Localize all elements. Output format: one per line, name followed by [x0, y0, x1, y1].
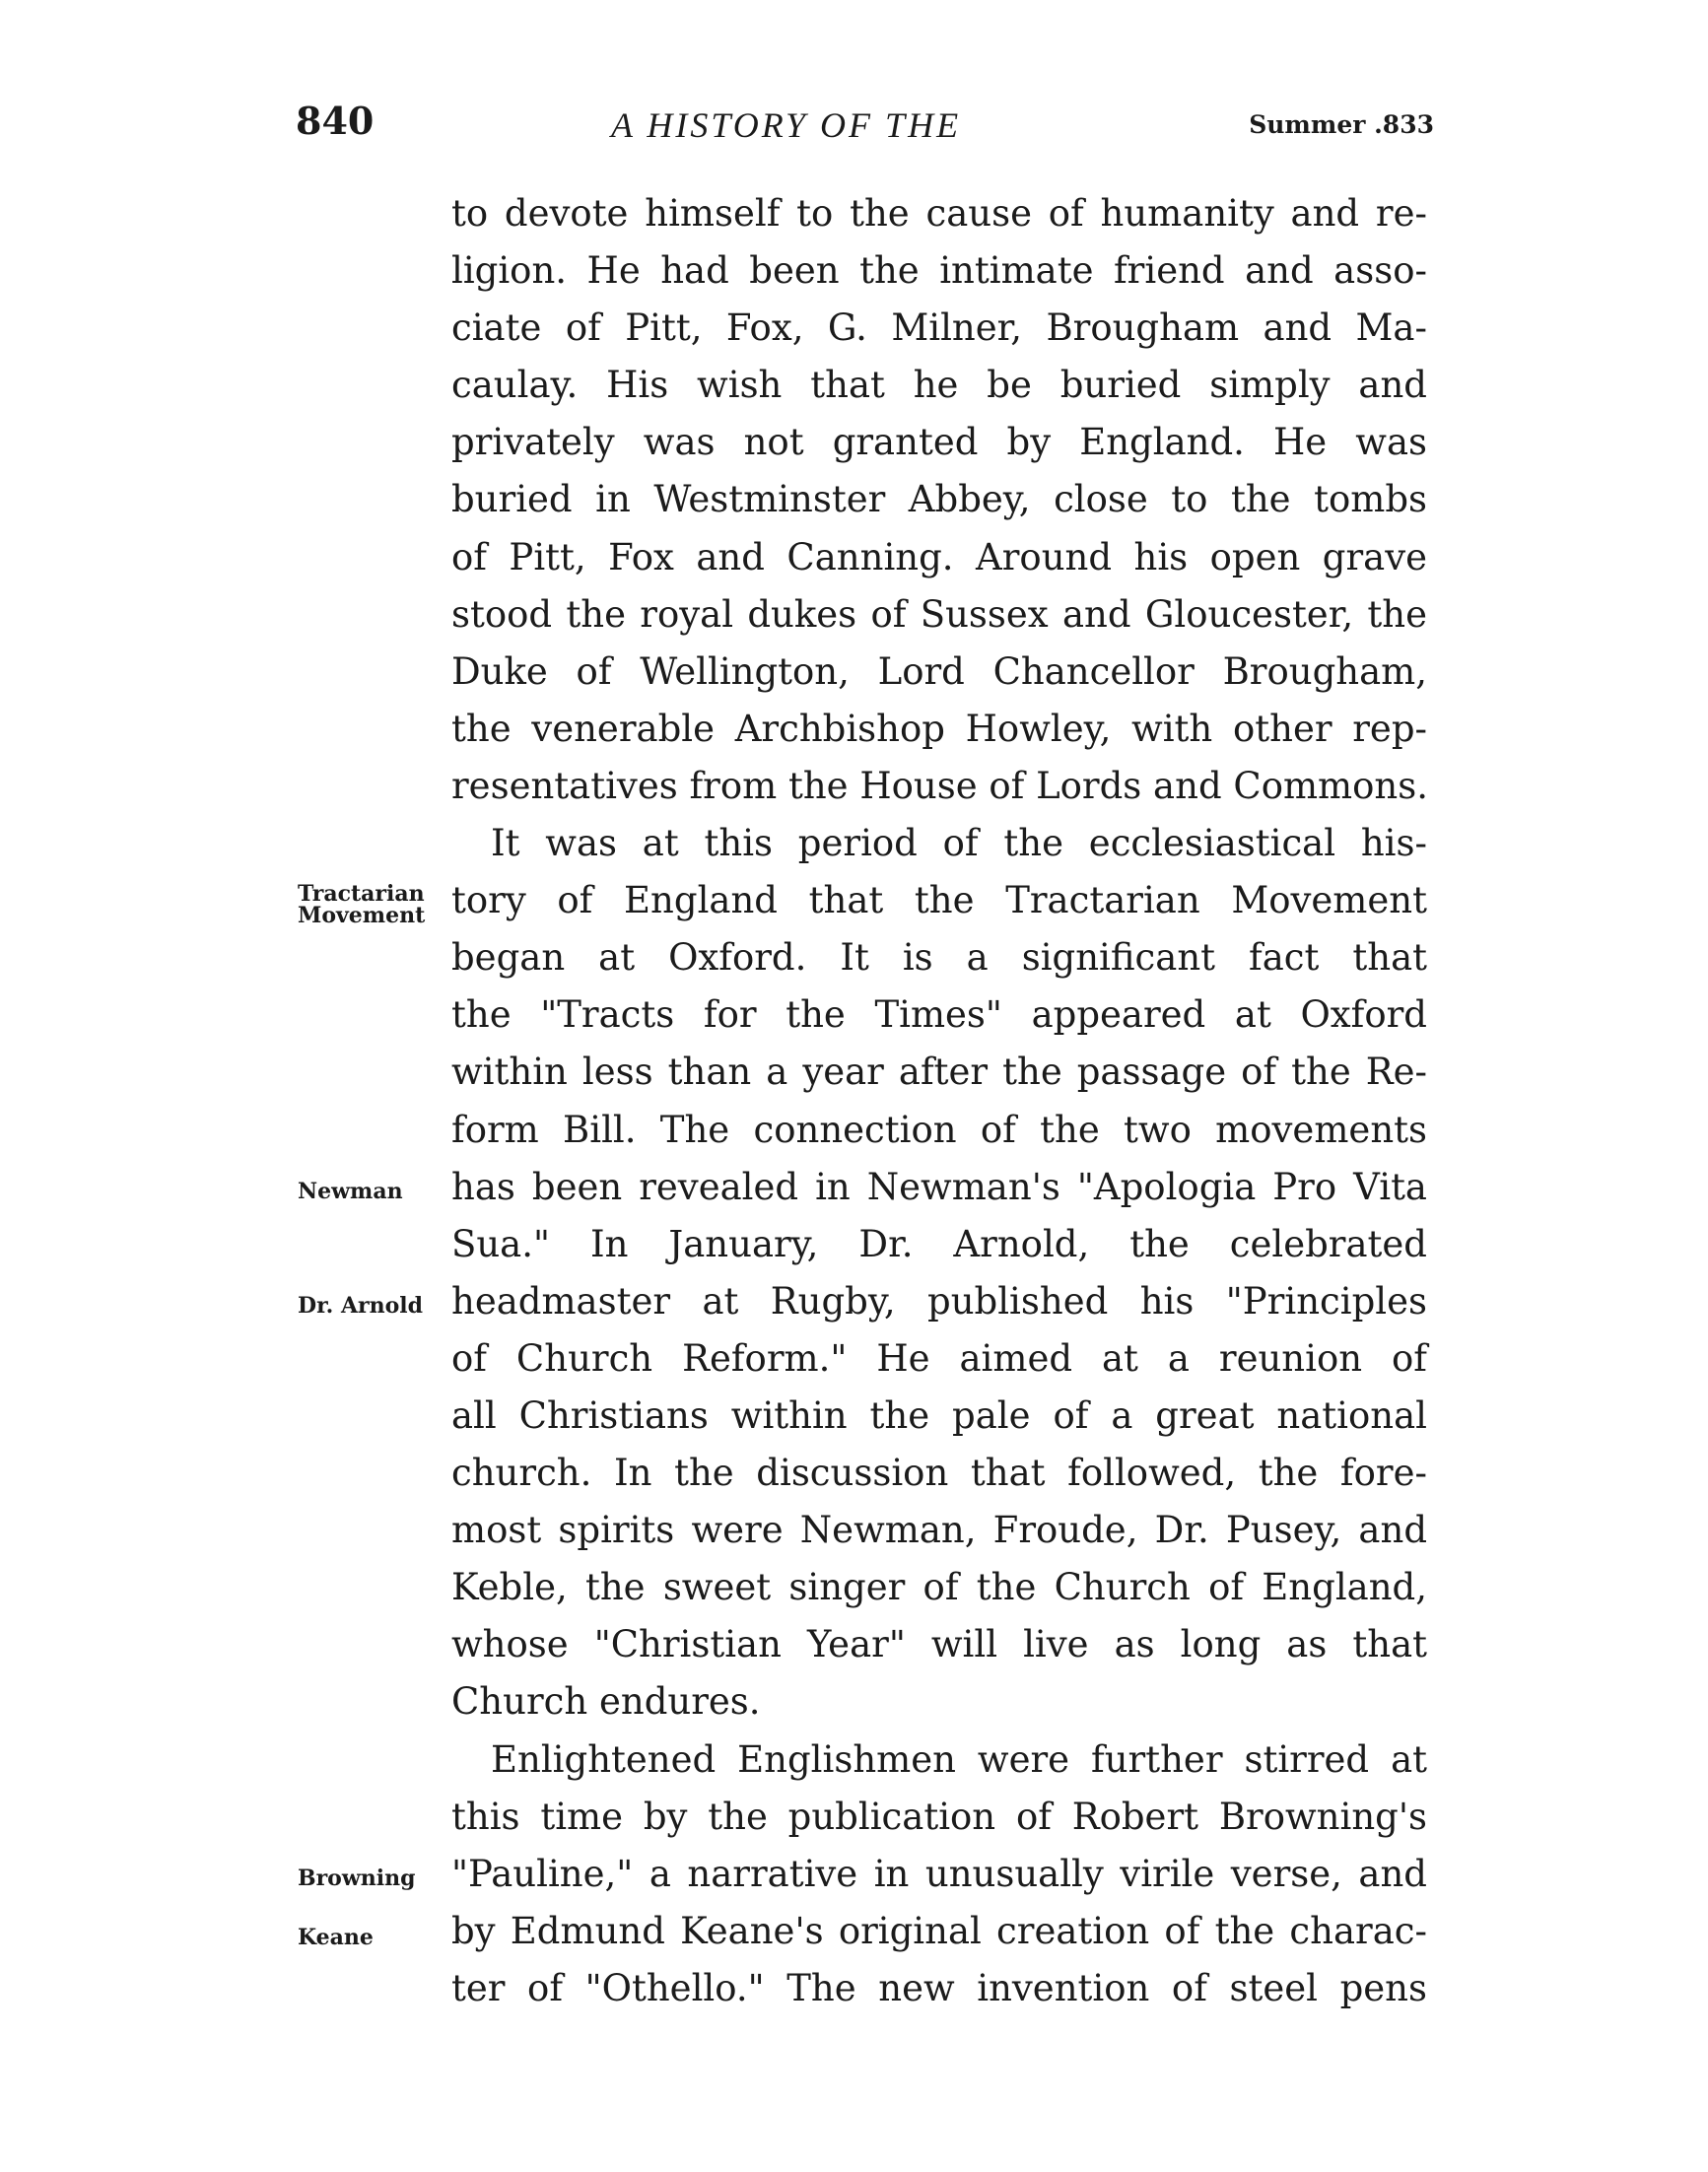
margin-note-tractarian — [298, 883, 425, 926]
text-line: privately was not granted by England. He was — [451, 421, 1427, 464]
text-line: has been revealed in Newman's "Apologia Pro Vita — [451, 1165, 1427, 1208]
paragraph-end-line: Church endures. — [451, 1680, 761, 1724]
text-line: form Bill. The connection of the two movements — [451, 1108, 1427, 1151]
text-line: most spirits were Newman, Froude, Dr. Pusey, and — [451, 1509, 1427, 1552]
text-line: Keble, the sweet singer of the Church of England, — [451, 1566, 1427, 1609]
text-line: ciate of Pitt, Fox, G. Milner, Brougham and Ma- — [451, 306, 1427, 350]
text-line: the venerable Archbishop Howley, with other rep- — [451, 707, 1427, 750]
page-header — [296, 99, 1434, 158]
page-number: 840 — [296, 99, 375, 143]
text-line: of Pitt, Fox and Canning. Around his open grave — [451, 535, 1427, 578]
text-line: headmaster at Rugby, published his "Principles — [451, 1279, 1427, 1323]
text-line: of Church Reform." He aimed at a reunion of — [451, 1336, 1427, 1380]
body-text — [451, 185, 1427, 2017]
text-line: church. In the discussion that followed, the fore- — [451, 1452, 1427, 1495]
text-line: ter of "Othello." The new invention of steel pens — [451, 1966, 1427, 2009]
text-line: tory of England that the Tractarian Movement — [451, 879, 1427, 922]
running-title: A HISTORY OF THE — [611, 105, 962, 145]
text-line: whose "Christian Year" will live as long as that — [451, 1623, 1427, 1666]
margin-note-arnold: Dr. Arnold — [298, 1293, 424, 1319]
text-line: the "Tracts for the Times" appeared at Oxford — [451, 993, 1427, 1037]
paragraph-start-line: It was at this period of the ecclesiastical his- — [491, 822, 1427, 865]
text-line: by Edmund Keane's original creation of the charac- — [451, 1909, 1427, 1952]
text-line: resentatives from the House of Lords and Commons. — [451, 764, 1428, 807]
text-line: "Pauline," a narrative in unusually virile verse, and — [451, 1852, 1427, 1895]
text-line: stood the royal dukes of Sussex and Gloucester, the — [451, 592, 1427, 636]
text-line: began at Oxford. It is a significant fact that — [451, 936, 1427, 980]
text-line: buried in Westminster Abbey, close to the tombs — [451, 478, 1427, 521]
paragraph-start-line: Enlightened Englishmen were further stirred at — [491, 1737, 1427, 1781]
margin-note-keane: Keane — [298, 1925, 374, 1950]
text-line: all Christians within the pale of a great national — [451, 1393, 1427, 1437]
text-line: Sua." In January, Dr. Arnold, the celebrated — [451, 1222, 1427, 1265]
text-line: within less than a year after the passage of the Re- — [451, 1051, 1427, 1094]
margin-note-browning: Browning — [298, 1866, 416, 1891]
margin-note-line: Movement — [298, 903, 426, 928]
margin-note-line: Tractarian — [298, 881, 425, 907]
text-line: ligion. He had been the intimate friend and asso- — [451, 249, 1427, 293]
text-line: to devote himself to the cause of humanity and re- — [451, 192, 1427, 235]
margin-note-newman: Newman — [298, 1179, 403, 1204]
running-date: Summer .833 — [1249, 110, 1434, 139]
text-line: this time by the publication of Robert Browning's — [451, 1795, 1427, 1838]
text-line: caulay. His wish that he be buried simply and — [451, 364, 1427, 407]
text-line: Duke of Wellington, Lord Chancellor Brougham, — [451, 649, 1427, 693]
